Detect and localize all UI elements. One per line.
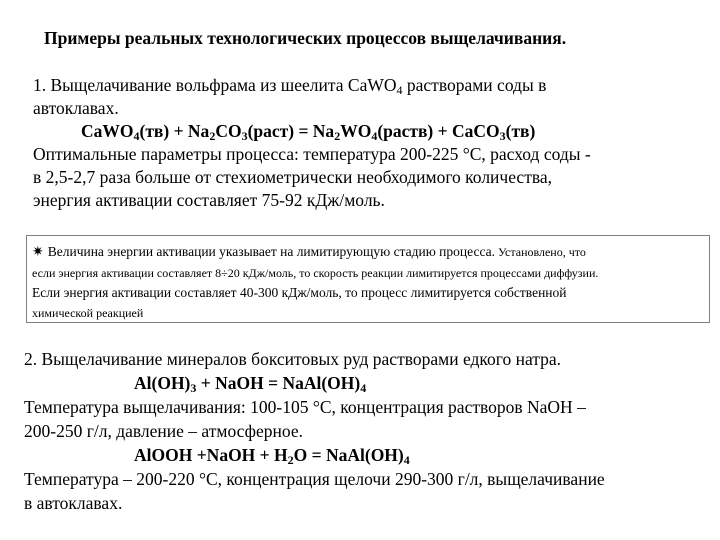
subscript: 2 — [209, 129, 216, 143]
subscript: 3 — [190, 381, 197, 395]
params-line: Оптимальные параметры процесса: температура 200-225 °С, расход соды - — [33, 144, 591, 164]
note-line: Если энергия активации составляет 40-300 кДж/моль, то процесс лимитируется собственной — [32, 285, 567, 300]
equation-part: (тв) + Na — [139, 121, 210, 141]
params-line: энергия активации составляет 75-92 кДж/моль. — [33, 190, 385, 210]
section-tungsten-leaching — [33, 74, 693, 212]
equation-part: (тв) — [505, 121, 536, 141]
equation-part: CaWO — [81, 121, 134, 141]
equation-part: (раств) + CaCO — [377, 121, 500, 141]
equation-part: AlOOH +NaOH + H — [134, 445, 288, 465]
equation-part: (раст) = Na — [247, 121, 335, 141]
subscript: 4 — [371, 129, 378, 143]
equation-part: CO — [215, 121, 242, 141]
section1-heading-text: 1. Выщелачивание вольфрама из шеелита CaWO — [33, 75, 397, 95]
section-bauxite-leaching — [24, 347, 714, 515]
params-line: Температура выщелачивания: 100-105 °С, концентрация растворов NaOH – — [24, 397, 586, 417]
subscript: 3 — [499, 129, 506, 143]
note-line: химической реакцией — [32, 306, 144, 320]
activation-energy-note-box — [26, 235, 710, 323]
note-line: если энергия активации составляет 8÷20 кДж/моль, то скорость реакции лимитируется процессами диффузии. — [32, 266, 599, 280]
reaction-equation-1 — [33, 120, 693, 143]
subscript: 4 — [360, 381, 367, 395]
page-title: Примеры реальных технологических процессов выщелачивания. — [44, 28, 567, 48]
note-text: Величина энергии активации указывает на лимитирующую стадию процесса. — [47, 244, 495, 259]
equation-part: + NaOH = NaAl(OH) — [196, 373, 361, 393]
section1-heading — [33, 74, 693, 97]
section2-heading: 2. Выщелачивание минералов бокситовых руд растворами едкого натра. — [24, 349, 562, 369]
note-text-small: Установлено, что — [494, 245, 586, 259]
params-line: в 2,5-2,7 раза больше от стехиометрически необходимого количества, — [33, 167, 553, 187]
params-line: 200-250 г/л, давление – атмосферное. — [24, 421, 303, 441]
section1-heading-line2: автоклавах. — [33, 98, 119, 118]
subscript: 4 — [396, 83, 403, 97]
reaction-equation-3 — [24, 443, 714, 467]
star-icon: ✷ — [32, 245, 44, 260]
note-line — [32, 242, 709, 263]
reaction-equation-2 — [24, 371, 714, 395]
subscript: 2 — [334, 129, 341, 143]
subscript: 3 — [241, 129, 248, 143]
subscript: 4 — [133, 129, 140, 143]
params-line: Температура – 200-220 °С, концентрация щелочи 290-300 г/л, выщелачивание — [24, 469, 605, 489]
subscript: 2 — [287, 453, 294, 467]
params-line: в автоклавах. — [24, 493, 123, 513]
section1-heading-text-cont: растворами соды в — [402, 75, 547, 95]
subscript: 4 — [403, 453, 410, 467]
equation-part: O = NaAl(OH) — [293, 445, 404, 465]
equation-part: Al(OH) — [134, 373, 191, 393]
equation-part: WO — [340, 121, 372, 141]
